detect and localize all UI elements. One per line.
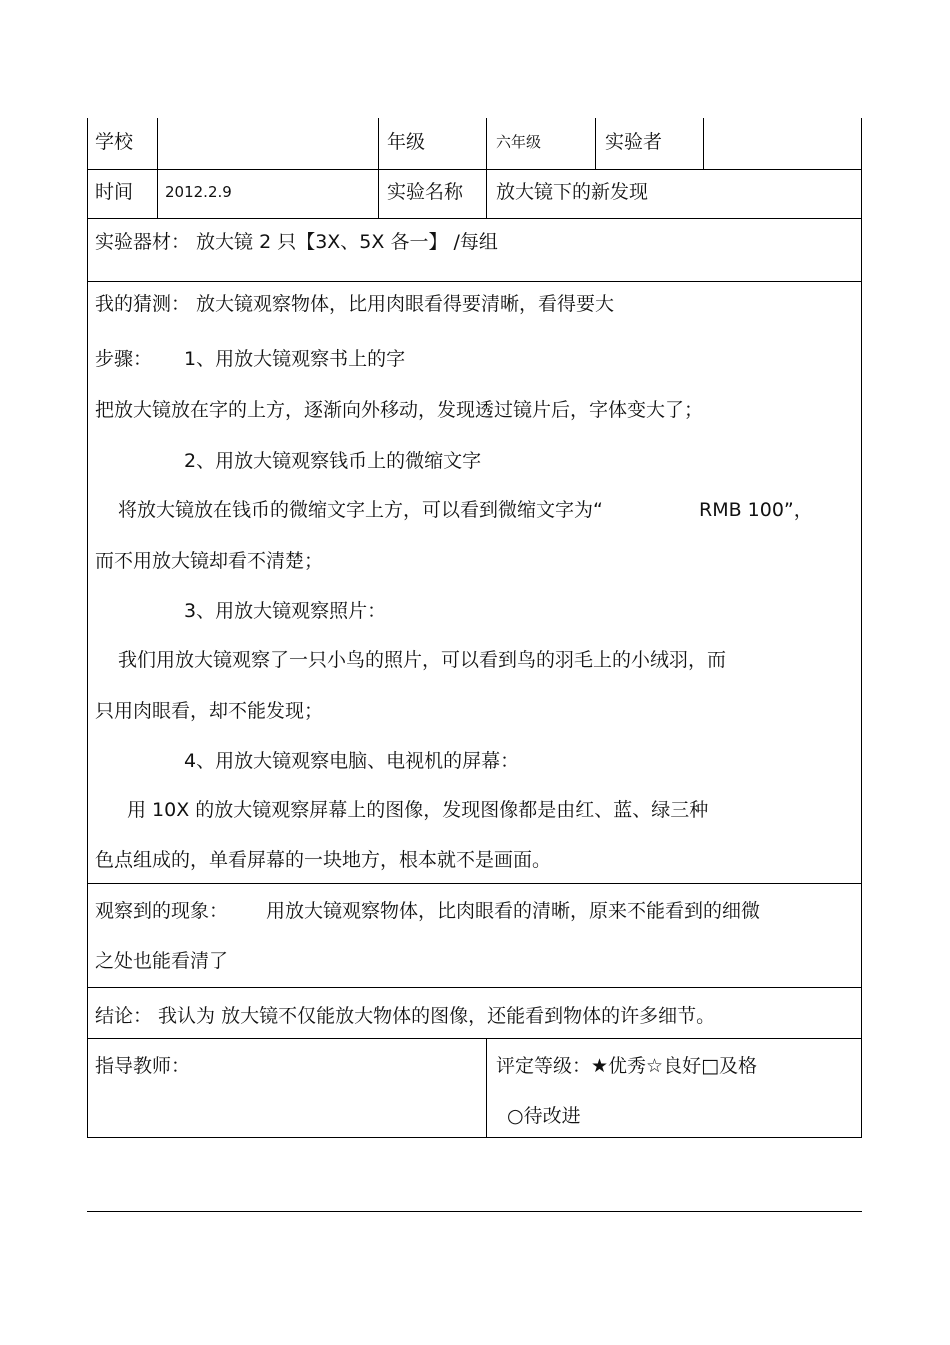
experimenter-label: 实验者 xyxy=(605,131,663,153)
school-label: 学校 xyxy=(95,131,134,153)
step-4-heading: 4、用放大镜观察电脑、电视机的屏幕： xyxy=(184,750,520,772)
row-divider xyxy=(87,218,862,219)
table-border-bottom xyxy=(87,1137,862,1138)
time-label: 时间 xyxy=(95,181,134,203)
observation-text-line2: 之处也能看清了 xyxy=(95,950,229,972)
step-3-body-line2: 只用肉眼看，却不能发现； xyxy=(95,700,324,722)
step-2-body-line1: 将放大镜放在钱币的微缩文字上方，可以看到微缩文字为“ xyxy=(118,499,603,521)
experiment-record-table xyxy=(87,118,862,1138)
step-1-heading: 1、用放大镜观察书上的字 xyxy=(184,348,406,370)
row-divider xyxy=(87,169,862,170)
steps-title: 步骤： xyxy=(95,348,153,370)
step-3-heading: 3、用放大镜观察照片： xyxy=(184,600,387,622)
evaluation-grade-line2: ○待改进 xyxy=(507,1105,581,1127)
col-divider xyxy=(486,118,487,218)
evaluation-grade-line1: 评定等级：★优秀☆良好□及格 xyxy=(496,1055,758,1077)
step-4-body-line1: 用 10X 的放大镜观察屏幕上的图像，发现图像都是由红、蓝、绿三种 xyxy=(127,799,709,821)
col-divider xyxy=(595,118,596,170)
row-divider xyxy=(87,987,862,988)
experiment-name-value: 放大镜下的新发现 xyxy=(496,181,649,203)
observation-text-line1: 用放大镜观察物体，比肉眼看的清晰，原来不能看到的细微 xyxy=(266,900,761,922)
equipment-text: 实验器材： 放大镜 2 只【3X、5X 各一】 /每组 xyxy=(95,231,498,253)
grade-value: 六年级 xyxy=(496,133,542,151)
page-footer-rule xyxy=(87,1211,862,1212)
conclusion-text: 结论： 我认为 放大镜不仅能放大物体的图像，还能看到物体的许多细节。 xyxy=(95,1005,716,1027)
table-border-right xyxy=(861,118,862,1138)
table-border-left xyxy=(87,118,88,1138)
step-1-body: 把放大镜放在字的上方，逐渐向外移动，发现透过镜片后，字体变大了； xyxy=(95,399,704,421)
experiment-name-label: 实验名称 xyxy=(387,181,464,203)
row-divider xyxy=(87,1038,862,1039)
row-divider xyxy=(87,281,862,282)
time-value: 2012.2.9 xyxy=(165,183,232,201)
guess-text: 我的猜测： 放大镜观察物体，比用肉眼看得要清晰，看得要大 xyxy=(95,293,615,315)
step-3-body-line1: 我们用放大镜观察了一只小鸟的照片，可以看到鸟的羽毛上的小绒羽，而 xyxy=(118,649,727,671)
step-4-body-line2: 色点组成的，单看屏幕的一块地方，根本就不是画面。 xyxy=(95,849,552,871)
col-divider xyxy=(157,118,158,218)
grade-label: 年级 xyxy=(387,131,426,153)
col-divider xyxy=(486,1038,487,1138)
step-2-body-line2: 而不用放大镜却看不清楚； xyxy=(95,550,324,572)
step-2-heading: 2、用放大镜观察钱币上的微缩文字 xyxy=(184,450,482,472)
observation-label: 观察到的现象： xyxy=(95,900,229,922)
col-divider xyxy=(378,118,379,218)
teacher-label: 指导教师： xyxy=(95,1055,191,1077)
step-2-body-rmb: RMB 100”， xyxy=(699,499,813,521)
col-divider xyxy=(703,118,704,170)
row-divider xyxy=(87,883,862,884)
